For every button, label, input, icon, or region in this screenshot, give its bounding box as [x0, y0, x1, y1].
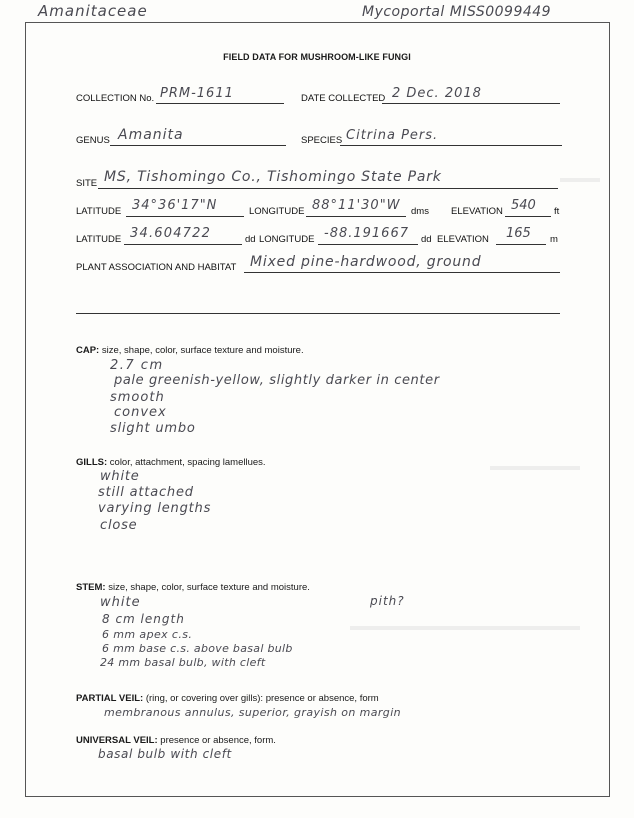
elevation-m-line [496, 244, 546, 245]
form-title: FIELD DATA FOR MUSHROOM-LIKE FUNGI [223, 52, 411, 62]
partial-veil-description: (ring, or covering over gills): presence or absence, form [145, 693, 379, 704]
stem-heading: STEM: [76, 582, 106, 593]
collection-number-label: COLLECTION No. [76, 93, 155, 104]
bleed-through-mark [350, 626, 580, 630]
stem-note: 6 mm apex c.s. [102, 628, 193, 641]
longitude-dms-label: LONGITUDE [249, 206, 305, 217]
universal-veil-note: basal bulb with cleft [98, 747, 232, 761]
elevation-m-value: 165 [506, 226, 531, 241]
family-annotation: Amanitaceae [38, 2, 148, 20]
gills-heading: GILLS: [76, 457, 108, 468]
latitude-dd-value: 34.604722 [130, 226, 212, 241]
habitat-line [244, 272, 560, 273]
dd-unit-label-2: dd [421, 234, 432, 245]
stem-note: 24 mm basal bulb, with cleft [100, 656, 266, 669]
cap-note: pale greenish-yellow, slightly darker in center [114, 373, 440, 388]
latitude-dms-value: 34°36'17"N [132, 198, 218, 213]
cap-section-header [76, 345, 304, 356]
stem-note: 6 mm base c.s. above basal bulb [102, 642, 293, 655]
longitude-dms-line [306, 216, 406, 217]
partial-veil-section-header [76, 693, 379, 704]
cap-description: size, shape, color, surface texture and moisture. [101, 345, 304, 356]
stem-note: 8 cm length [102, 612, 185, 626]
m-unit-label: m [550, 234, 558, 245]
stem-note: white [100, 595, 141, 610]
gills-note: still attached [98, 485, 194, 500]
latitude-dd-label: LATITUDE [76, 234, 122, 245]
elevation-m-label: ELEVATION [437, 234, 489, 245]
longitude-dms-value: 88°11'30"W [312, 198, 401, 213]
stem-side-note: pith? [370, 594, 405, 608]
longitude-dd-line [318, 244, 418, 245]
site-label: SITE [76, 178, 98, 189]
collection-number-line [156, 103, 284, 104]
habitat-line-2 [76, 313, 560, 314]
habitat-label: PLANT ASSOCIATION AND HABITAT [76, 262, 237, 273]
date-collected-label: DATE COLLECTED [301, 93, 386, 104]
latitude-dd-line [124, 244, 242, 245]
cap-note: 2.7 cm [110, 358, 164, 373]
bleed-through-mark [490, 466, 580, 470]
gills-note: close [100, 518, 138, 533]
elevation-ft-label: ELEVATION [451, 206, 503, 217]
genus-value: Amanita [118, 127, 184, 143]
latitude-dms-label: LATITUDE [76, 206, 122, 217]
gills-note: varying lengths [98, 501, 212, 516]
date-collected-value: 2 Dec. 2018 [392, 86, 482, 101]
site-line [98, 188, 558, 189]
stem-description: size, shape, color, surface texture and moisture. [108, 582, 310, 593]
cap-note: convex [114, 405, 167, 420]
site-value: MS, Tishomingo Co., Tishomingo State Park [104, 169, 442, 185]
catalog-number-annotation: Mycoportal MISS0099449 [362, 4, 552, 20]
universal-veil-description: presence or absence, form. [160, 735, 276, 746]
ft-unit-label: ft [554, 206, 560, 217]
habitat-value: Mixed pine-hardwood, ground [250, 254, 482, 270]
dd-unit-label: dd [245, 234, 256, 245]
genus-line [110, 145, 286, 146]
cap-note: smooth [110, 390, 165, 405]
cap-heading: CAP: [76, 345, 100, 356]
longitude-dd-label: LONGITUDE [259, 234, 315, 245]
universal-veil-section-header [76, 735, 276, 746]
stem-section-header [76, 582, 310, 593]
partial-veil-heading: PARTIAL VEIL: [76, 693, 144, 704]
elevation-ft-line [505, 216, 551, 217]
bleed-through-mark [560, 178, 600, 182]
elevation-ft-value: 540 [511, 198, 536, 213]
species-label: SPECIES [301, 135, 343, 146]
partial-veil-note: membranous annulus, superior, grayish on margin [104, 706, 402, 719]
genus-label: GENUS [76, 135, 110, 146]
latitude-dms-line [126, 216, 244, 217]
universal-veil-heading: UNIVERSAL VEIL: [76, 735, 158, 746]
species-line [340, 145, 562, 146]
gills-description: color, attachment, spacing lamellues. [109, 457, 266, 468]
dms-unit-label: dms [411, 206, 429, 217]
cap-note: slight umbo [110, 421, 196, 436]
gills-note: white [100, 469, 140, 484]
collection-number-value: PRM-1611 [160, 86, 234, 101]
date-collected-line [382, 103, 560, 104]
longitude-dd-value: -88.191667 [324, 226, 409, 241]
gills-section-header [76, 457, 266, 468]
species-value: Citrina Pers. [346, 128, 439, 143]
